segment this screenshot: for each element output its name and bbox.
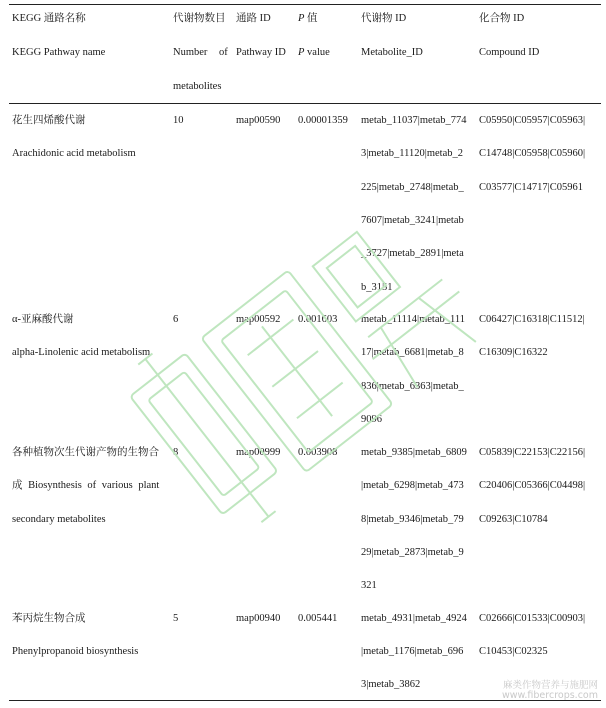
row-pathway-name-en: alpha-Linolenic acid metabolism bbox=[12, 347, 151, 358]
row-metabolite-line: 3|metab_3862 bbox=[361, 679, 421, 690]
header-count-en-metabolites: metabolites bbox=[173, 81, 222, 92]
footer-site-url: www.fibercrops.com bbox=[501, 690, 598, 701]
row-pathway-name-en: 成 Biosynthesis of various plant bbox=[12, 480, 160, 491]
row-pathway-name-zh: 花生四烯酸代谢 bbox=[12, 115, 86, 126]
row-metabolite-line: 321 bbox=[361, 580, 377, 591]
header-pvalue-en: P value bbox=[298, 47, 330, 58]
row-metabolite-line: metab_11114|metab_111 bbox=[361, 314, 465, 325]
row-pathway-id: map00940 bbox=[236, 613, 281, 624]
header-compound-id-zh: 化合物 ID bbox=[479, 13, 525, 24]
header-metabolite-id-en: Metabolite_ID bbox=[361, 47, 423, 58]
row-compound-line: C06427|C16318|C11512| bbox=[479, 314, 585, 325]
row-pvalue: 0.003908 bbox=[298, 447, 338, 458]
row-count: 5 bbox=[173, 613, 179, 624]
row-metabolite-line: 17|metab_6681|metab_8 bbox=[361, 347, 464, 358]
header-pathway-id-zh: 通路 ID bbox=[236, 13, 271, 24]
row-pathway-name-en: secondary metabolites bbox=[12, 514, 106, 525]
row-metabolite-line: 8|metab_9346|metab_79 bbox=[361, 514, 464, 525]
row-metabolite-line: |metab_6298|metab_473 bbox=[361, 480, 464, 491]
header-pvalue-zh: P 值 bbox=[298, 13, 318, 24]
row-compound-line: C10453|C02325 bbox=[479, 646, 548, 657]
row-metabolite-line: 836|metab_6363|metab_ bbox=[361, 381, 464, 392]
row-compound-line: C05839|C22153|C22156| bbox=[479, 447, 586, 458]
row-pathway-id: map00592 bbox=[236, 314, 281, 325]
row-compound-line: C02666|C01533|C00903| bbox=[479, 613, 586, 624]
table-header-rule bbox=[9, 103, 601, 104]
row-pathway-id: map00999 bbox=[236, 447, 281, 458]
row-metabolite-line: metab_11037|metab_774 bbox=[361, 115, 467, 126]
row-pvalue: 0.00001359 bbox=[298, 115, 348, 126]
row-compound-line: C16309|C16322 bbox=[479, 347, 548, 358]
row-compound-line: C05950|C05957|C05963| bbox=[479, 115, 586, 126]
row-metabolite-line: metab_4931|metab_4924 bbox=[361, 613, 467, 624]
header-metabolite-id-zh: 代谢物 ID bbox=[361, 13, 407, 24]
row-pathway-name-zh: α-亚麻酸代谢 bbox=[12, 314, 74, 325]
row-pathway-name-zh: 苯丙烷生物合成 bbox=[12, 613, 86, 624]
table-top-rule bbox=[9, 4, 601, 5]
row-pathway-id: map00590 bbox=[236, 115, 281, 126]
row-metabolite-line: 29|metab_2873|metab_9 bbox=[361, 547, 464, 558]
header-pathway-name-en: KEGG Pathway name bbox=[12, 47, 106, 58]
row-metabolite-line: 9096 bbox=[361, 414, 382, 425]
row-pvalue: 0.001603 bbox=[298, 314, 338, 325]
row-count: 10 bbox=[173, 115, 184, 126]
footer-site-name: 麻类作物营养与施肥网 bbox=[502, 680, 598, 691]
row-pathway-name-en: Arachidonic acid metabolism bbox=[12, 148, 136, 159]
row-compound-line: C03577|C14717|C05961 bbox=[479, 182, 583, 193]
row-pathway-name-en: Phenylpropanoid biosynthesis bbox=[12, 646, 139, 657]
row-metabolite-line: 3|metab_11120|metab_2 bbox=[361, 148, 463, 159]
row-metabolite-line: b_3151 bbox=[361, 282, 393, 293]
row-metabolite-line: |metab_1176|metab_696 bbox=[361, 646, 464, 657]
row-pvalue: 0.005441 bbox=[298, 613, 338, 624]
header-pathway-id-en: Pathway ID bbox=[236, 47, 286, 58]
row-compound-line: C09263|C10784 bbox=[479, 514, 548, 525]
header-count-zh: 代谢物数目 bbox=[173, 13, 226, 24]
row-metabolite-line: metab_9385|metab_6809 bbox=[361, 447, 467, 458]
row-metabolite-line: 225|metab_2748|metab_ bbox=[361, 182, 464, 193]
row-metabolite-line: _3727|metab_2891|meta bbox=[361, 248, 464, 259]
row-compound-line: C14748|C05958|C05960| bbox=[479, 148, 586, 159]
row-count: 6 bbox=[173, 314, 179, 325]
row-count: 8 bbox=[173, 447, 179, 458]
header-count-en-number: Number bbox=[173, 47, 208, 58]
row-compound-line: C20406|C05366|C04498| bbox=[479, 480, 586, 491]
header-pathway-name-zh: KEGG 通路名称 bbox=[12, 13, 86, 24]
header-count-en-of: of bbox=[219, 47, 228, 58]
header-compound-id-en: Compound ID bbox=[479, 47, 540, 58]
row-metabolite-line: 7607|metab_3241|metab bbox=[361, 215, 464, 226]
row-pathway-name-zh: 各种植物次生代谢产物的生物合 bbox=[12, 447, 159, 458]
watermark-logo bbox=[102, 171, 518, 569]
